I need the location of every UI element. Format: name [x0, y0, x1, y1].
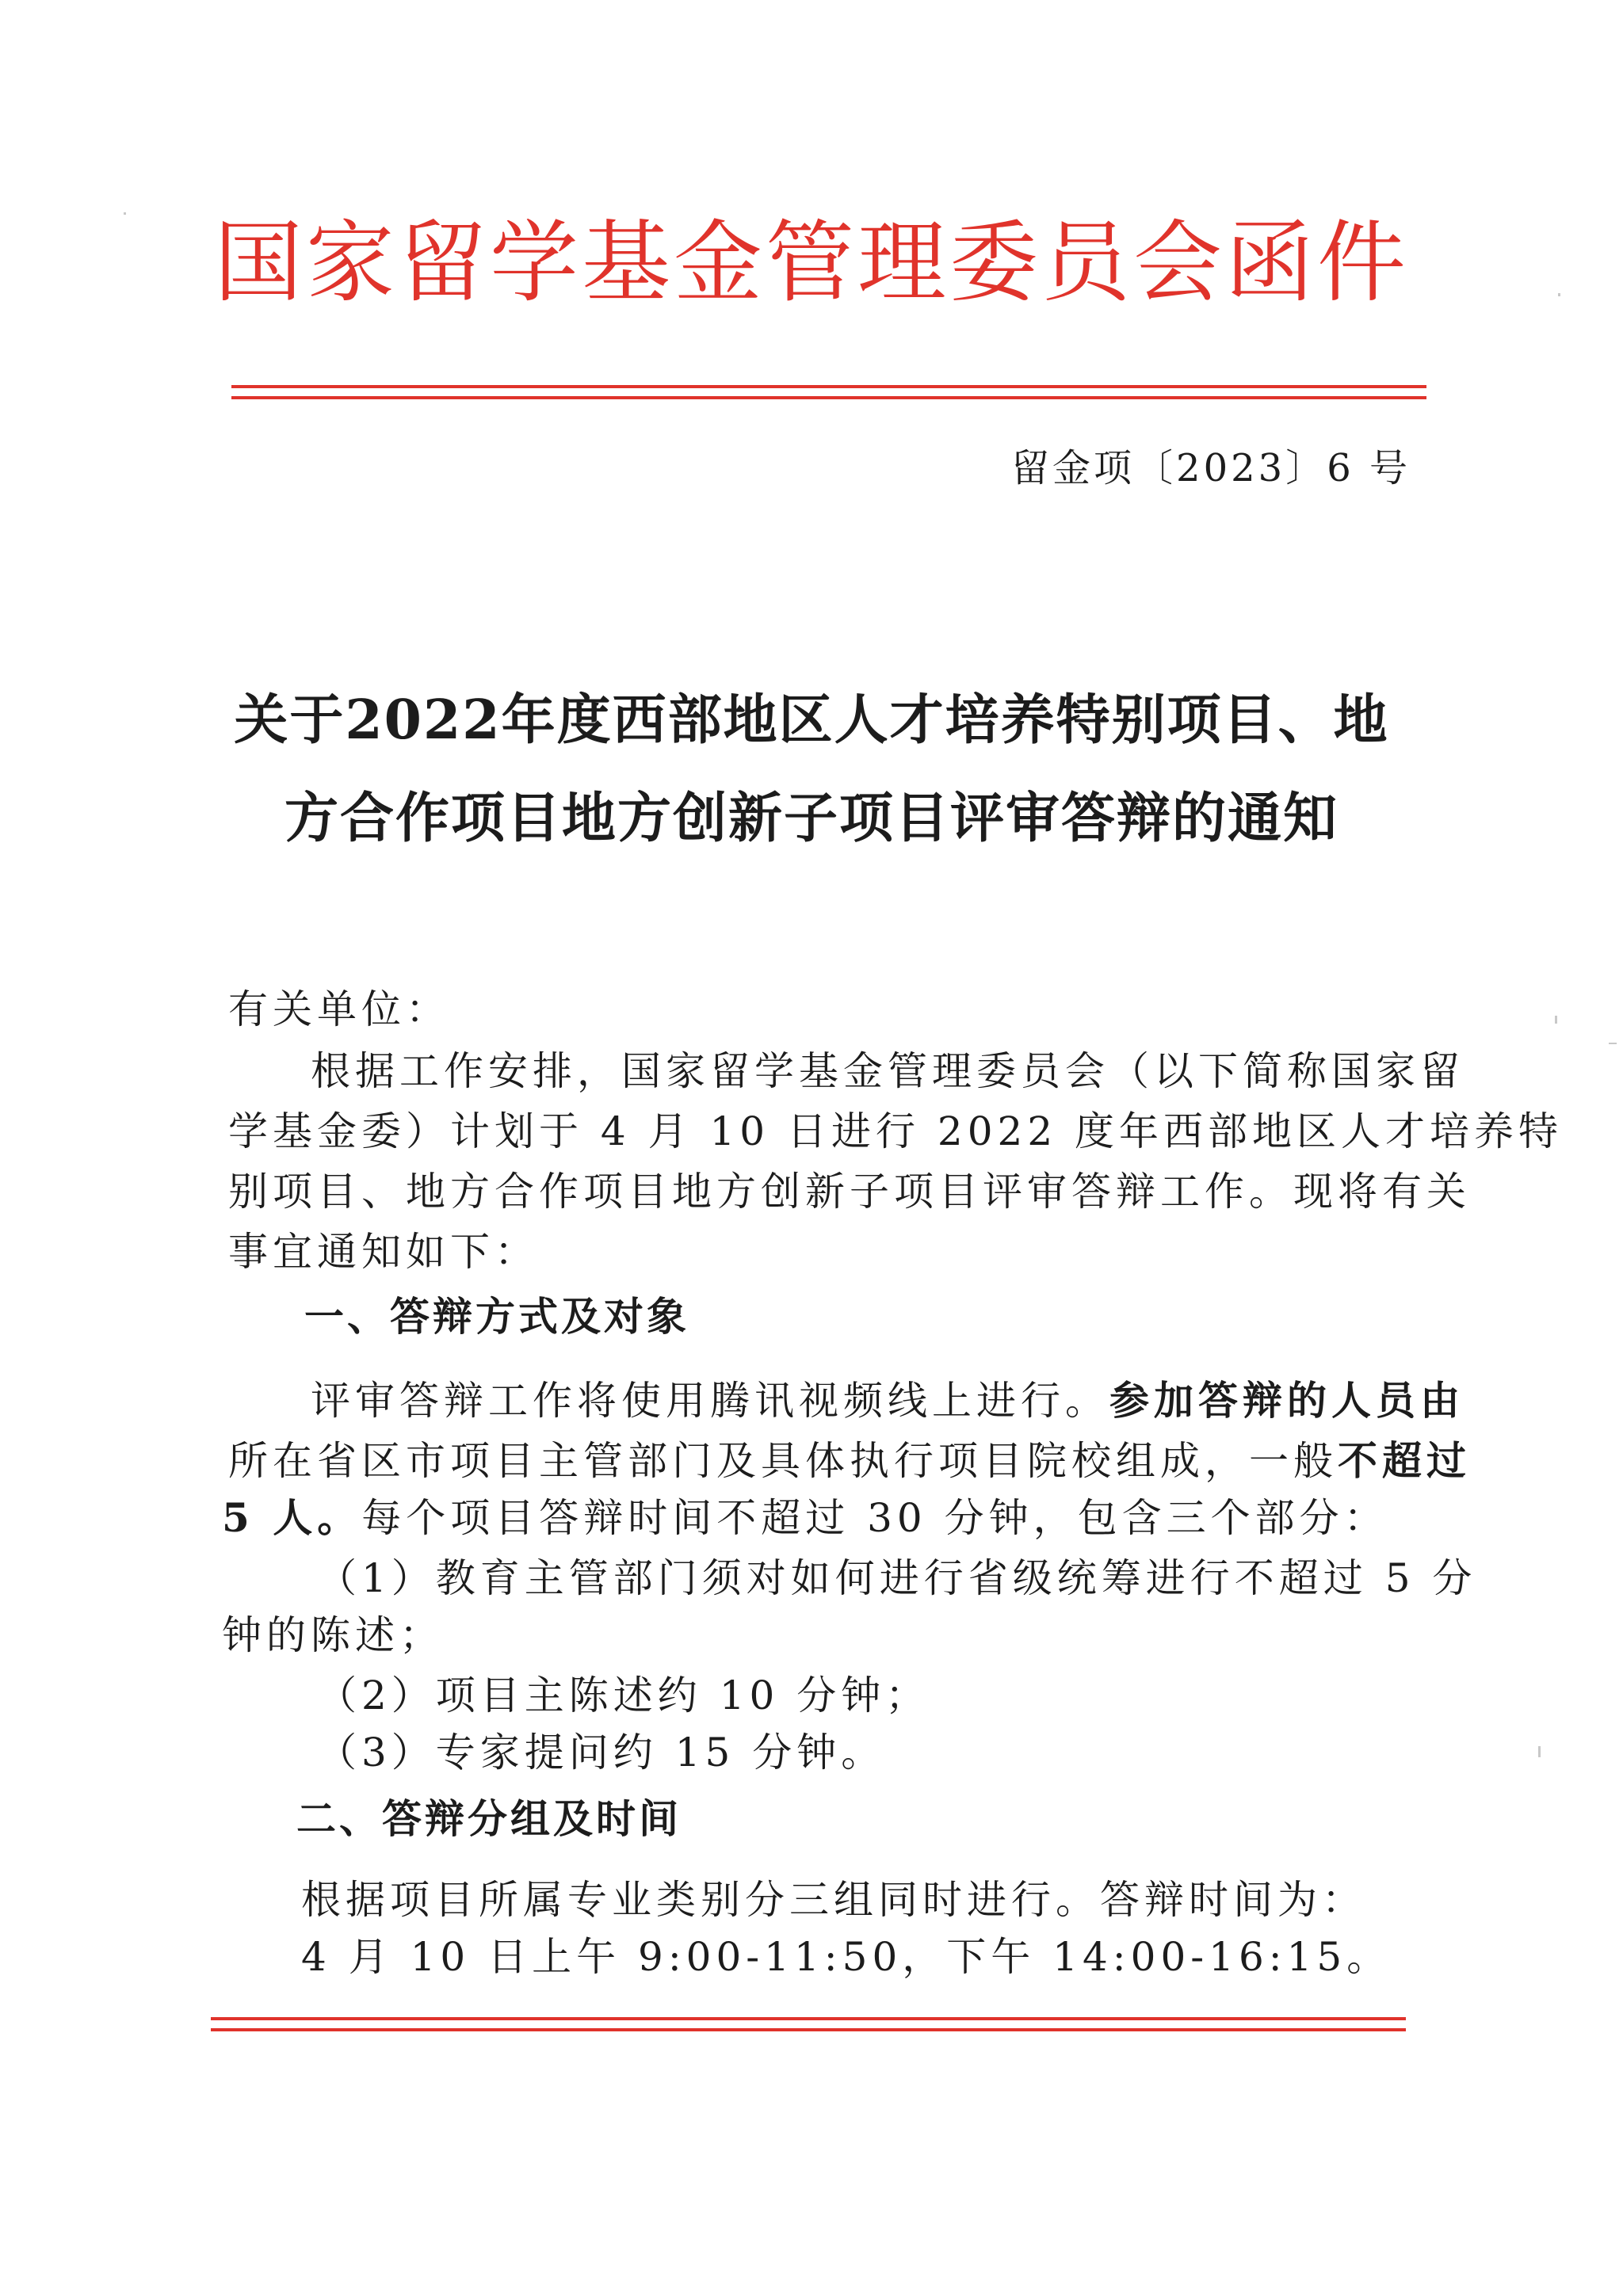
- section-1-line-2: [228, 1437, 1471, 1485]
- scan-speck: [1538, 1746, 1541, 1757]
- section-1-line-3: [222, 1494, 1388, 1542]
- intro-line-1: 根据工作安排，国家留学基金管理委员会（以下简称国家留: [311, 1048, 1465, 1094]
- letterhead-title: 国家留学基金管理委员会函件: [214, 212, 1409, 315]
- scan-speck: [1555, 1016, 1557, 1024]
- section-1-line-2-plain: 所在省区市项目主管部门及具体执行项目院校组成，一般: [228, 1438, 1338, 1484]
- document-number: 留金项〔2023〕6 号: [1011, 446, 1411, 490]
- section-1-item-1-line-1: （1）教育主管部门须对如何进行省级统筹进行不超过 5 分: [317, 1555, 1477, 1601]
- footer-rule-bottom: [211, 2028, 1406, 2031]
- section-2-line-2: 4 月 10 日上午 9:00-11:50，下午 14:00-16:15。: [301, 1934, 1392, 1980]
- section-2-heading: 二、答辩分组及时间: [296, 1796, 682, 1842]
- letterhead-rule-bottom: [231, 396, 1426, 399]
- section-1-line-1: [311, 1377, 1465, 1425]
- scan-speck: [1609, 1043, 1617, 1044]
- section-1-line-1-bold: 参加答辩的人员由: [1109, 1377, 1465, 1424]
- section-1-line-3-plain: 每个项目答辩时间不超过 30 分钟，包含三个部分：: [361, 1495, 1388, 1541]
- salutation: 有关单位：: [228, 986, 450, 1032]
- intro-line-2: 学基金委）计划于 4 月 10 日进行 2022 度年西部地区人才培养特: [228, 1108, 1564, 1154]
- intro-line-4: 事宜通知如下：: [228, 1229, 539, 1275]
- footer-rule-top: [211, 2017, 1406, 2020]
- section-1-item-1-line-2: 钟的陈述；: [222, 1612, 444, 1658]
- section-1-line-2-bold: 不超过: [1338, 1437, 1471, 1484]
- section-1-line-3-bold: 5 人。: [222, 1494, 362, 1541]
- section-1-heading: 一、答辩方式及对象: [304, 1294, 689, 1340]
- notice-title-line-2: 方合作项目地方创新子项目评审答辩的通知: [284, 787, 1338, 850]
- section-2-line-1: 根据项目所属专业类别分三组同时进行。答辩时间为：: [301, 1877, 1366, 1923]
- section-1-item-2: （2）项目主陈述约 10 分钟；: [317, 1672, 930, 1718]
- section-1-line-1-plain: 评审答辩工作将使用腾讯视频线上进行。: [311, 1378, 1109, 1424]
- notice-title-line-1: 关于2022年度西部地区人才培养特别项目、地: [234, 688, 1389, 752]
- section-1-item-3: （3）专家提问约 15 分钟。: [317, 1730, 886, 1775]
- intro-line-3: 别项目、地方合作项目地方创新子项目评审答辩工作。现将有关: [228, 1169, 1471, 1215]
- letterhead-rule-top: [231, 385, 1426, 388]
